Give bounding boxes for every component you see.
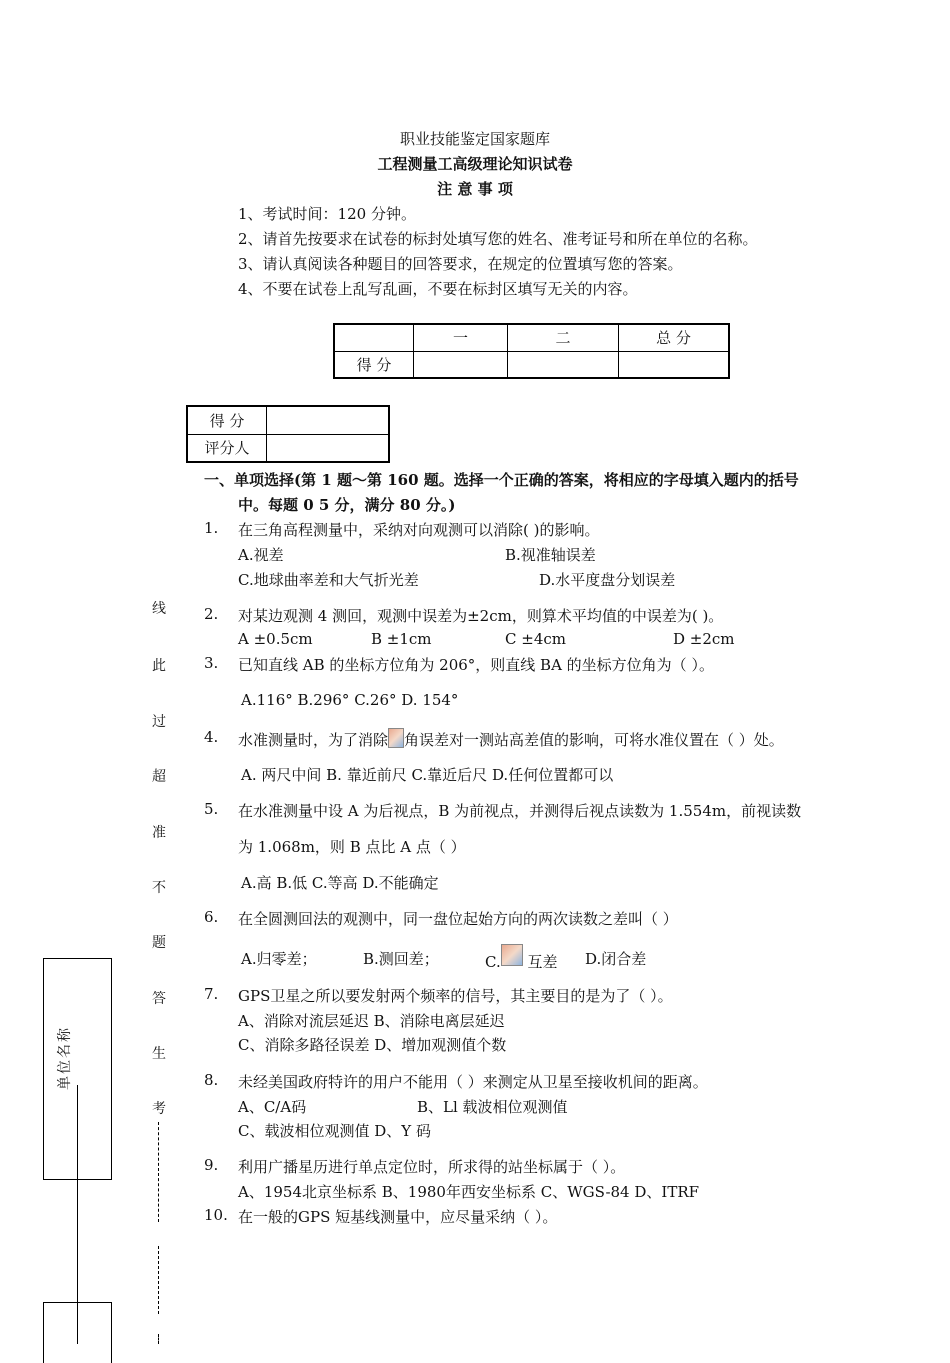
q8-option-a: A、C/A码 — [238, 1098, 307, 1116]
grader-name-label: 评分人 — [187, 434, 267, 462]
unit-name-label: 单位名称 — [57, 1026, 73, 1090]
exam-title: 工程测量工高级理论知识试卷 — [377, 155, 573, 173]
q1-option-c: C.地球曲率差和大气折光差 — [238, 571, 419, 589]
q6-option-c — [485, 944, 558, 971]
q3-number: 3. — [204, 654, 219, 672]
q6-option-a: A.归零差； — [241, 950, 317, 968]
seal-dash-line-2 — [158, 1246, 159, 1314]
margin-char-10: 考 — [152, 1101, 166, 1117]
grader-score-cell[interactable] — [267, 406, 390, 434]
score-cell-1[interactable] — [414, 351, 508, 378]
q8-option-b: B、Ll 载波相位观测值 — [417, 1098, 568, 1116]
q7-text: GPS卫星之所以要发射两个频率的信号，其主要目的是为了（ ）。 — [238, 987, 673, 1005]
q2-option-c: C ±4cm — [505, 630, 566, 648]
margin-char-6: 不 — [152, 880, 166, 896]
q6-option-c-pre: C. — [485, 953, 501, 971]
header-line1: 职业技能鉴定国家题库 — [399, 130, 550, 148]
q8-text: 未经美国政府特许的用户不能用（ ）来测定从卫星至接收机间的距离。 — [238, 1073, 708, 1091]
q1-option-a: A.视差 — [238, 546, 284, 564]
q4-text-post: 角误差对一测站高差值的影响，可将水准仪置在（ ）处。 — [404, 731, 784, 749]
q5-options: A.高 B.低 C.等高 D.不能确定 — [241, 874, 439, 892]
q8-number: 8. — [204, 1071, 219, 1089]
note-4: 4、不要在试卷上乱写乱画，不要在标封区填写无关的内容。 — [238, 280, 638, 298]
margin-char-5: 准 — [152, 825, 166, 841]
lower-box — [43, 1302, 112, 1363]
grader-name-cell[interactable] — [267, 434, 390, 462]
seal-dash-line-1 — [158, 1122, 159, 1222]
q1-text: 在三角高程测量中，采纳对向观测可以消除( )的影响。 — [238, 521, 600, 539]
q2-option-a: A ±0.5cm — [238, 630, 313, 648]
q2-number: 2. — [204, 605, 219, 623]
margin-char-3: 过 — [152, 714, 166, 730]
q2-option-d: D ±2cm — [673, 630, 735, 648]
notice-heading: 注 意 事 项 — [437, 180, 513, 198]
q6-option-d: D.闭合差 — [585, 950, 647, 968]
q5-number: 5. — [204, 800, 219, 818]
score-cell-2[interactable] — [508, 351, 619, 378]
q4-options: A. 两尺中间 B. 靠近前尺 C.靠近后尺 D.任何位置都可以 — [241, 766, 614, 784]
margin-char-7: 题 — [152, 935, 166, 951]
q1-number: 1. — [204, 519, 219, 537]
q6-text: 在全圆测回法的观测中，同一盘位起始方向的两次读数之差叫（ ） — [238, 910, 678, 928]
q6-number: 6. — [204, 908, 219, 926]
score-header-1: 一 — [414, 324, 508, 351]
q6-option-c-post: 互差 — [522, 953, 558, 971]
margin-char-8: 答 — [152, 991, 166, 1007]
seal-dash-line-3 — [158, 1334, 159, 1344]
q3-text: 已知直线 AB 的坐标方位角为 206°，则直线 BA 的坐标方位角为（ ）。 — [238, 656, 714, 674]
q2-option-b: B ±1cm — [371, 630, 432, 648]
score-table — [333, 323, 730, 379]
margin-char-4: 超 — [152, 769, 166, 785]
q5-text: 在水准测量中设 A 为后视点，B 为前视点，并测得后视点读数为 1.554m，前视读数 — [238, 802, 802, 820]
q6-option-b: B.测回差； — [363, 950, 439, 968]
note-1: 1、考试时间：120 分钟。 — [238, 205, 416, 223]
score-header-blank — [334, 324, 414, 351]
margin-char-2: 此 — [152, 658, 166, 674]
section-heading-line1: 一、单项选择(第 1 题～第 160 题。选择一个正确的答案，将相应的字母填入题内的括号 — [204, 471, 799, 489]
broken-image-icon — [501, 944, 523, 966]
broken-image-icon — [388, 728, 404, 748]
score-header-total: 总 分 — [619, 324, 730, 351]
grader-table — [186, 405, 390, 463]
q4-text-pre: 水准测量时，为了消除 — [238, 731, 389, 749]
note-3: 3、请认真阅读各种题目的回答要求，在规定的位置填写您的答案。 — [238, 255, 683, 273]
note-2: 2、请首先按要求在试卷的标封处填写您的姓名、准考证号和所在单位的名称。 — [238, 230, 758, 248]
margin-char-1: 线 — [152, 601, 166, 617]
grader-score-label: 得 分 — [187, 406, 267, 434]
q4-text — [238, 728, 784, 750]
q2-text: 对某边观测 4 测回，观测中误差为±2cm，则算术平均值的中误差为( )。 — [238, 607, 724, 625]
q7-number: 7. — [204, 985, 219, 1003]
score-cell-total[interactable] — [619, 351, 730, 378]
margin-char-9: 生 — [152, 1046, 166, 1062]
q7-options-cd: C、消除多路径误差 D、增加观测值个数 — [238, 1036, 507, 1054]
q7-options-ab: A、消除对流层延迟 B、消除电离层延迟 — [238, 1012, 505, 1030]
q10-number: 10. — [204, 1206, 228, 1224]
q3-options: A.116° B.296° C.26° D. 154° — [241, 691, 459, 709]
q5-text-cont: 为 1.068m，则 B 点比 A 点（ ） — [238, 838, 466, 856]
q1-option-b: B.视准轴误差 — [505, 546, 596, 564]
q1-option-d: D.水平度盘分划误差 — [539, 571, 676, 589]
q10-text: 在一般的GPS 短基线测量中，应尽量采纳（ ）。 — [238, 1208, 558, 1226]
q4-number: 4. — [204, 728, 219, 746]
q9-text: 利用广播星历进行单点定位时，所求得的站坐标属于（ ）。 — [238, 1158, 626, 1176]
score-header-2: 二 — [508, 324, 619, 351]
q9-number: 9. — [204, 1156, 219, 1174]
q8-options-cd: C、载波相位观测值 D、Y 码 — [238, 1122, 431, 1140]
score-row-label: 得 分 — [334, 351, 414, 378]
q9-options: A、1954北京坐标系 B、1980年西安坐标系 C、WGS-84 D、ITRF — [238, 1183, 700, 1201]
section-heading-line2: 中。每题 0 5 分，满分 80 分。) — [238, 496, 456, 514]
